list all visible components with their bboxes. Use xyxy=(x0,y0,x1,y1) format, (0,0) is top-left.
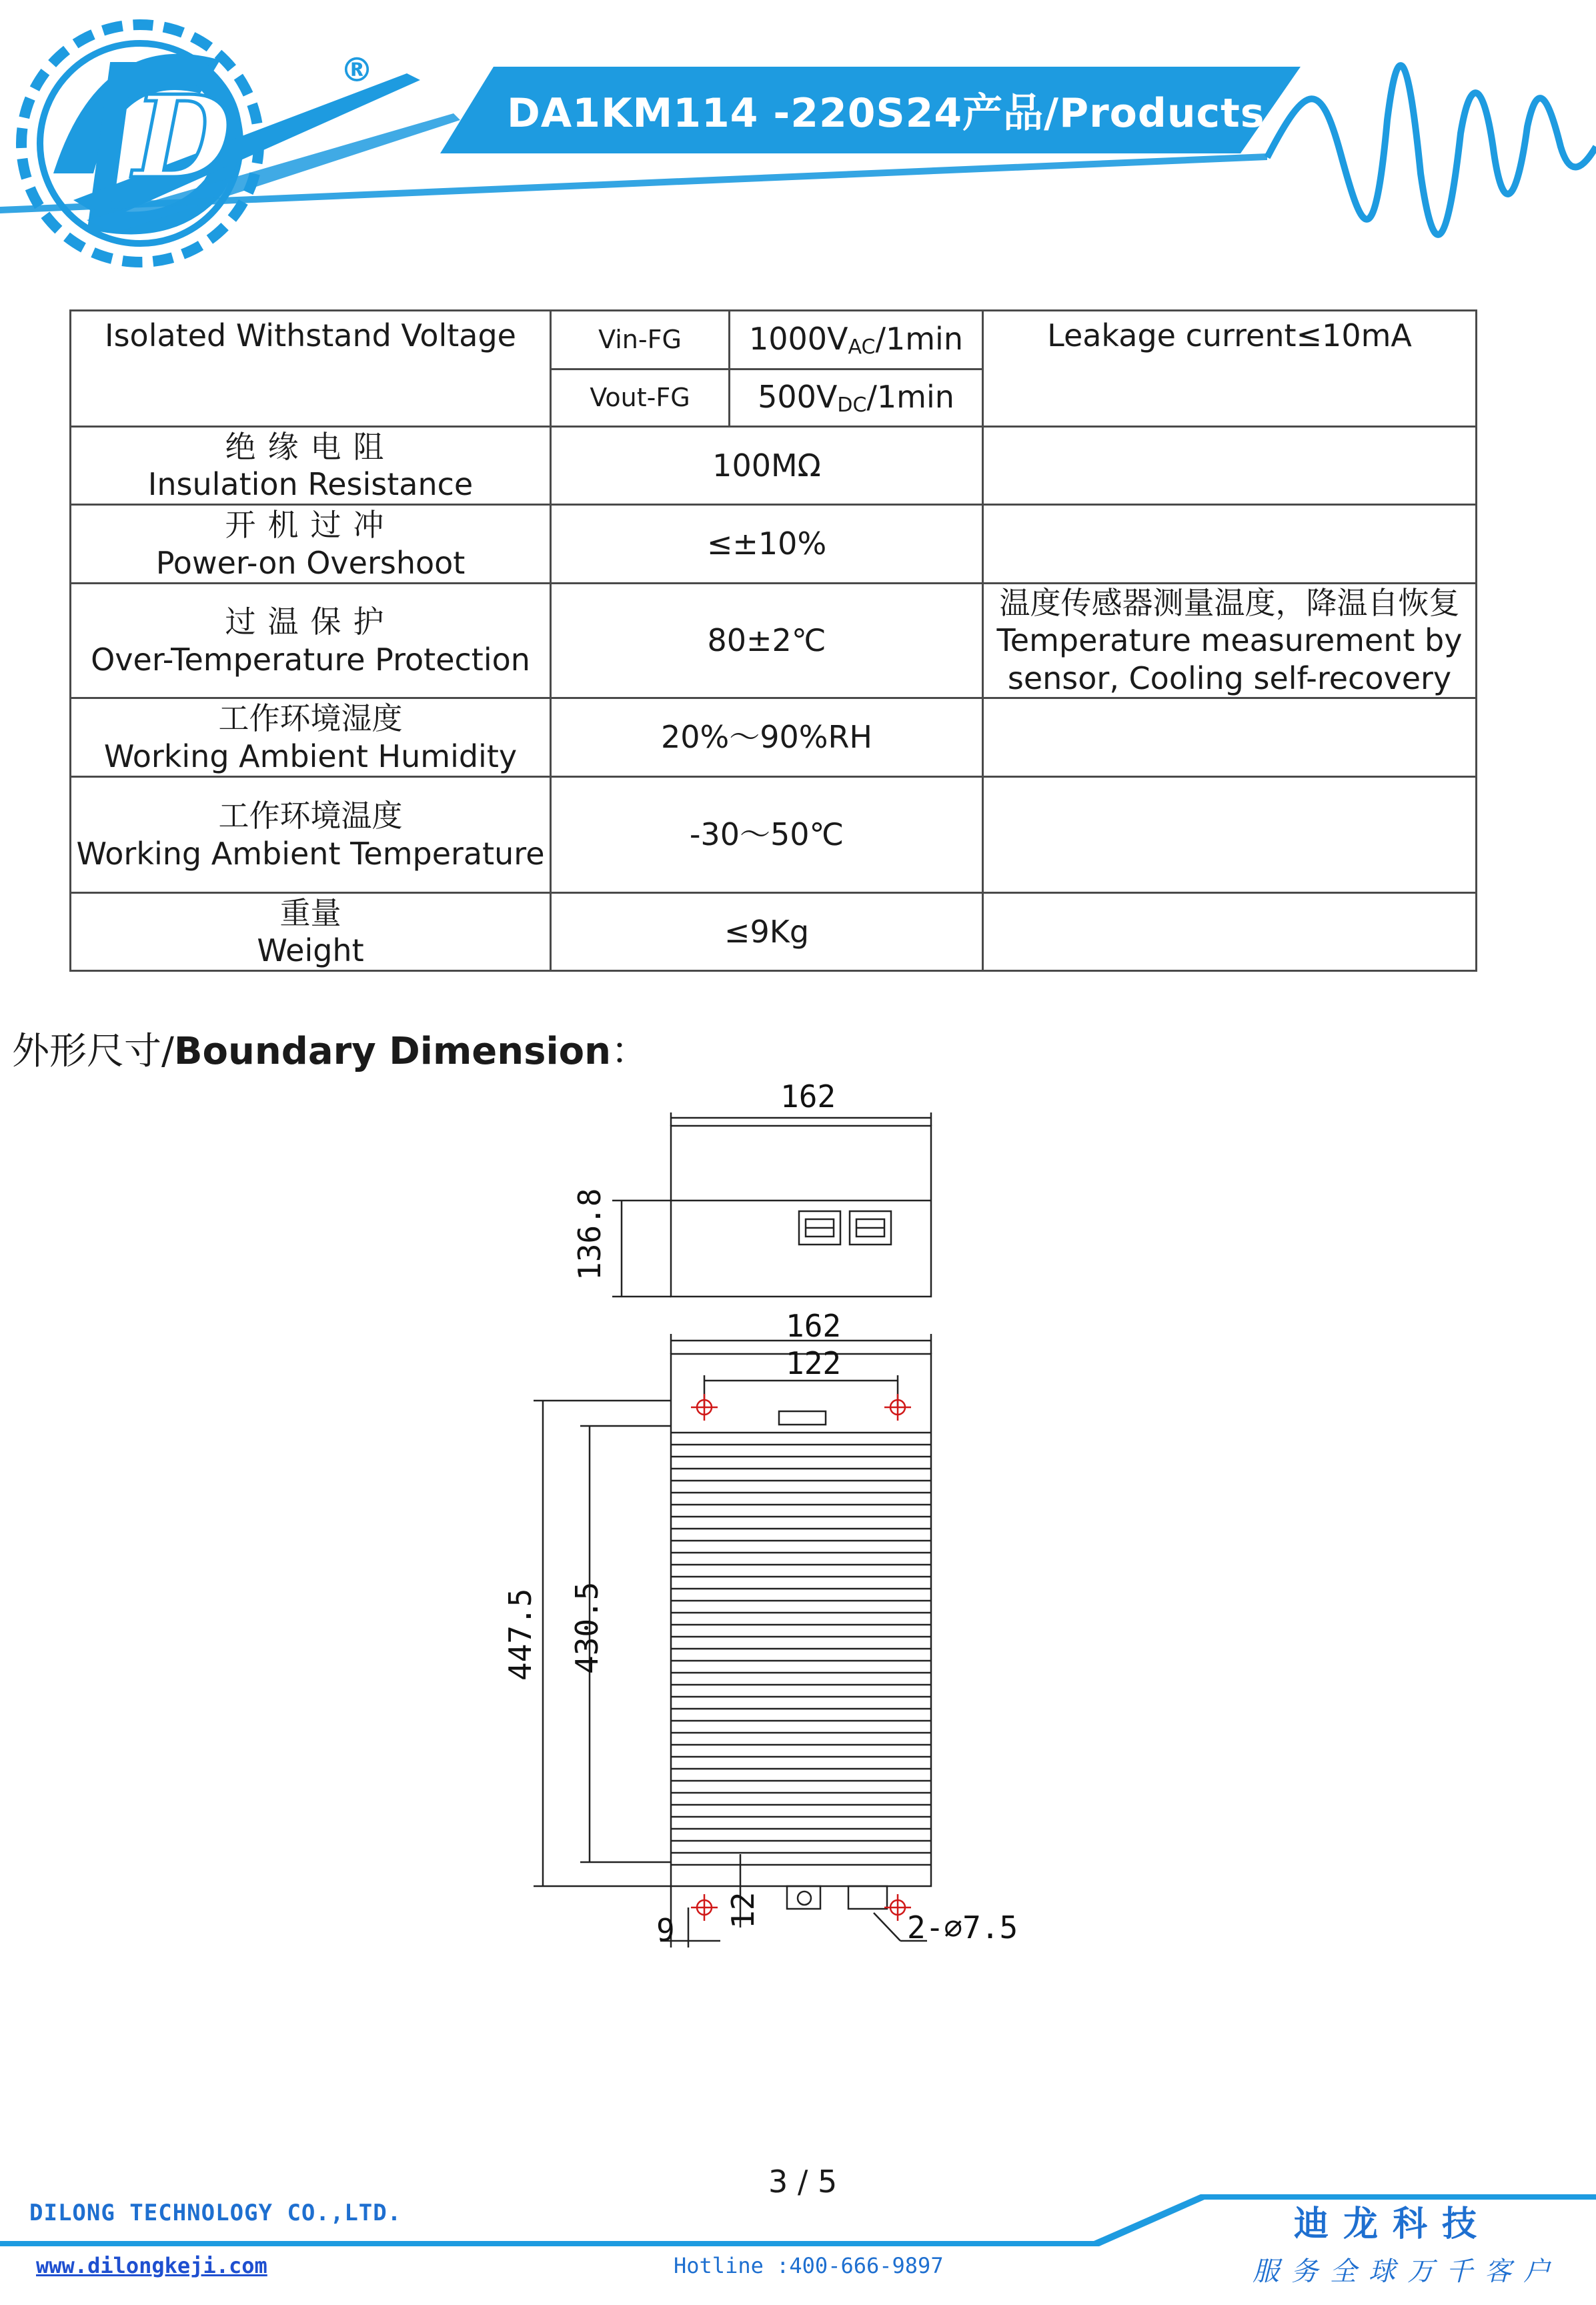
header-banner xyxy=(0,0,1596,293)
spec-table xyxy=(69,309,1477,972)
param-label: 绝缘电阻 Insulation Resistance xyxy=(71,427,551,505)
table-row xyxy=(71,427,1477,505)
company-logo xyxy=(21,25,460,262)
dim-edge-offset-x: 9 xyxy=(656,1912,675,1948)
boundary-dimension-drawing xyxy=(467,1078,1067,1948)
param-label: 工作环境温度 Working Ambient Temperature xyxy=(71,777,551,893)
dim-total-length: 447.5 xyxy=(502,1588,538,1681)
page-number: 3 / 5 xyxy=(768,2164,838,2200)
logo-letter: D xyxy=(133,71,232,204)
vout-fg-label: Vout-FG xyxy=(551,369,730,427)
heatsink-fins xyxy=(671,1433,931,1865)
param-label: 过温保护 Over-Temperature Protection xyxy=(71,584,551,698)
table-row xyxy=(71,893,1477,971)
section-heading: 外形尺寸/Boundary Dimension： xyxy=(12,1030,649,1073)
dim-top-height: 136.8 xyxy=(572,1188,608,1281)
table-row xyxy=(71,584,1477,698)
dim-hole-length: 430.5 xyxy=(569,1581,605,1674)
param-note xyxy=(983,777,1477,893)
table-row xyxy=(71,311,1477,369)
front-view-outline xyxy=(671,1354,931,1886)
vin-fg-label: Vin-FG xyxy=(551,311,730,369)
param-value: ≤±10% xyxy=(551,505,983,584)
param-value: 20%～90%RH xyxy=(551,698,983,777)
param-value: 80±2℃ xyxy=(551,584,983,698)
vout-fg-value: $500V_{DC}/1\min$ xyxy=(730,369,983,427)
param-note xyxy=(983,698,1477,777)
param-label: 工作环境湿度 Working Ambient Humidity xyxy=(71,698,551,777)
param-note xyxy=(983,427,1477,505)
isolation-label: Isolated Withstand Voltage xyxy=(71,311,551,427)
slogan: 服务全球万千客户 xyxy=(1253,2256,1562,2287)
website-link[interactable]: www.dilongkeji.com xyxy=(36,2253,267,2278)
waveform-decoration xyxy=(1267,65,1596,235)
table-row xyxy=(71,505,1477,584)
param-note: 温度传感器测量温度，降温自恢复 Temperature measurement by sensor, Cooling self-recovery xyxy=(983,584,1477,698)
registered-mark: ® xyxy=(340,51,373,89)
mounting-holes xyxy=(691,1394,911,1921)
param-label: 开机过冲 Power-on Overshoot xyxy=(71,505,551,584)
param-value: -30～50℃ xyxy=(551,777,983,893)
dim-edge-offset-y: 12 xyxy=(725,1891,761,1929)
param-label: 重量 Weight xyxy=(71,893,551,971)
param-note xyxy=(983,505,1477,584)
dim-top-width: 162 xyxy=(780,1078,836,1114)
param-value: 100MΩ xyxy=(551,427,983,505)
table-row xyxy=(71,698,1477,777)
param-note xyxy=(983,893,1477,971)
dim-hole-callout: 2-⌀7.5 xyxy=(907,1909,1018,1946)
dim-hole-spacing: 122 xyxy=(786,1345,842,1381)
company-name-cn: 迪龙科技 xyxy=(1294,2204,1492,2244)
document-title: DA1KM114 -220S24产品/Products xyxy=(507,90,1265,137)
company-name-en: DILONG TECHNOLOGY CO.,LTD. xyxy=(29,2200,402,2226)
dim-front-width: 162 xyxy=(786,1308,842,1344)
param-value: ≤9Kg xyxy=(551,893,983,971)
leakage-note: Leakage current≤10mA xyxy=(983,311,1477,427)
table-row xyxy=(71,777,1477,893)
vin-fg-value: $1000V_{AC}/1\min$ xyxy=(730,311,983,369)
hotline: Hotline :400-666-9897 xyxy=(674,2253,944,2278)
